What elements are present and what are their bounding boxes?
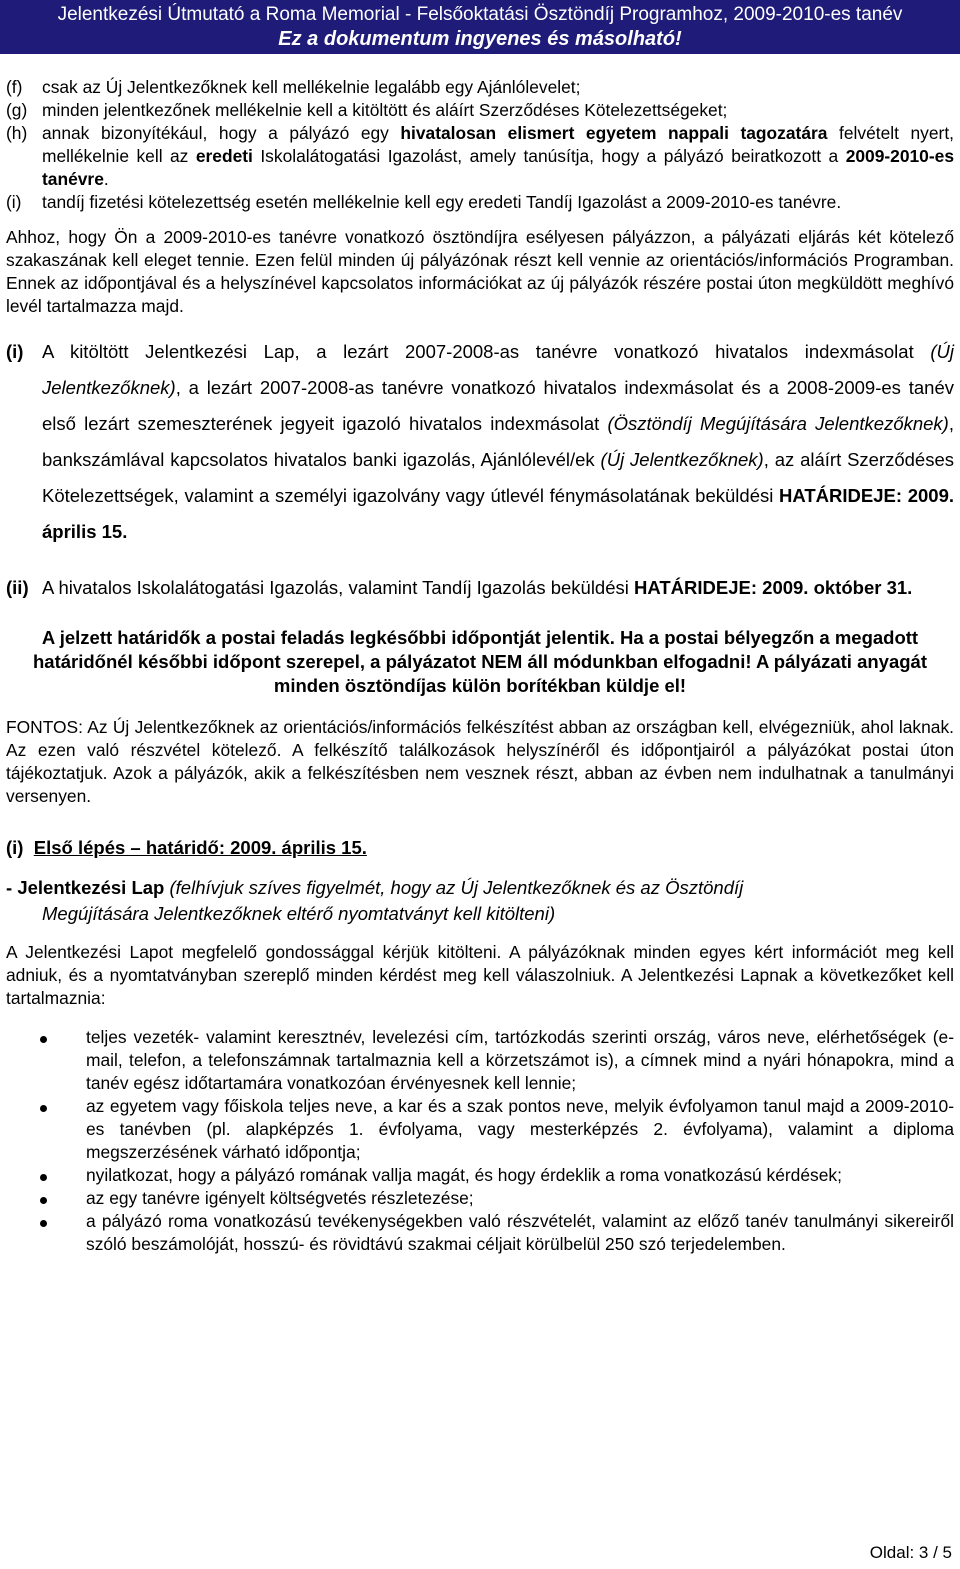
deadline-marker: (ii) bbox=[6, 577, 29, 598]
list-text bbox=[42, 122, 954, 191]
bullet-list bbox=[6, 1026, 954, 1256]
form-note-continued: Megújítására Jelentkezőknek eltérő nyomtatványt kell kitölteni) bbox=[42, 903, 556, 924]
document-header bbox=[0, 0, 960, 54]
text-run: , bankszámlával kapcsolatos hivatalos banki igazolás, Ajánlólevél/ek bbox=[42, 413, 954, 470]
bullet-item bbox=[6, 1164, 954, 1187]
form-note: (felhívjuk szíves figyelmét, hogy az Új Jelentkezőknek és az Ösztöndíj bbox=[164, 877, 744, 898]
bullet-text: teljes vezeték- valamint keresztnév, levelezési cím, tartózkodás szerinti ország, város neve, elérhetőségek (e-mail, telefon, a telefonszámnak tartalmaznia kell a körzetszámot is), a címnek mind a nyári hónapokra, mind a tanév egész időtartamára vonatkozóan érvényesnek kell lennie; bbox=[86, 1027, 954, 1093]
text-run: A hivatalos Iskolalátogatási Igazolás, valamint Tandíj Igazolás beküldési bbox=[42, 577, 635, 598]
step-title: Első lépés – határidő: 2009. április 15. bbox=[33, 837, 367, 858]
header-title: Jelentkezési Útmutató a Roma Memorial - Felsőoktatási Ösztöndíj Programhoz, 2009-2010-es tanév bbox=[57, 4, 903, 25]
bullet-item bbox=[6, 1210, 954, 1256]
text-run: A kitöltött Jelentkezési Lap, a lezárt 2007-2008-as tanévre vonatkozó hivatalos indexmásolat bbox=[42, 341, 931, 362]
bullet-item bbox=[6, 1095, 954, 1164]
bold-run: 2009-2010-es tanévre bbox=[42, 146, 954, 189]
list-text: tandíj fizetési kötelezettség esetén mellékelnie kell egy eredeti Tandíj Igazolást a 2009-2010-es tanévre. bbox=[42, 192, 842, 212]
bullet-item bbox=[6, 1187, 954, 1210]
intro-paragraph: Ahhoz, hogy Ön a 2009-2010-es tanévre vonatkozó ösztöndíjra esélyesen pályázzon, a pályázati eljárás két kötelező szakaszának kell eleget tennie. Ezen felül minden új pályázónak részt kell vennie az orientációs/információs Programban. Ennek az időpontjával és a helyszínével kapcsolatos információkat az új pályázók részére postai úton megküldött meghívó levél tartalmazza majd. bbox=[6, 227, 954, 316]
bullet-text: az egyetem vagy főiskola teljes neve, a kar és a szak pontos neve, melyik évfolyamon tanul majd a 2009-2010-es tanévben (pl. alapképzés 1. évfolyama, vagy mesterképzés 2. évfolyama), valamint a diploma megszerzésének várható időpontja; bbox=[86, 1096, 954, 1162]
deadline-text bbox=[42, 570, 954, 606]
deadline-marker: (i) bbox=[6, 341, 24, 362]
form-heading bbox=[6, 875, 954, 927]
deadline-item bbox=[6, 334, 954, 550]
dash: - bbox=[6, 877, 18, 898]
page-number: Oldal: 3 / 5 bbox=[869, 1543, 952, 1562]
bold-run: hivatalosan elismert egyetem nappali tagozatára bbox=[400, 123, 828, 143]
text-run: . bbox=[103, 169, 109, 189]
bold-run: HATÁRIDEJE: 2009. április 15. bbox=[42, 485, 955, 542]
italic-run: (Új Jelentkezőknek) bbox=[42, 341, 954, 398]
list-marker: (f) bbox=[6, 77, 23, 97]
form-title: Jelentkezési Lap bbox=[17, 877, 165, 898]
bold-run: HATÁRIDEJE: 2009. október 31. bbox=[634, 577, 913, 598]
list-marker: (i) bbox=[6, 192, 22, 212]
deadlines bbox=[6, 334, 954, 606]
bullet-icon bbox=[6, 1210, 86, 1256]
bullet-text: nyilatkozat, hogy a pályázó romának vallja magát, és hogy érdeklik a roma vonatkozású kérdések; bbox=[86, 1165, 842, 1185]
bullet-icon bbox=[6, 1164, 86, 1187]
list-text: csak az Új Jelentkezőknek kell mellékelnie legalább egy Ajánlólevelet; bbox=[42, 77, 581, 97]
bullet-icon bbox=[6, 1026, 86, 1095]
deadline-item bbox=[6, 570, 954, 606]
text-run: annak bizonyítékául, hogy a pályázó egy bbox=[42, 123, 401, 143]
bullet-text: a pályázó roma vonatkozású tevékenységekben való részvételét, valamint az előző tanév tanulmányi sikereiről szóló beszámolóját, hosszú- és rövidtávú szakmai céljait körülbelül 250 szó terjedelemben. bbox=[86, 1211, 954, 1254]
important-paragraph: FONTOS: Az Új Jelentkezőknek az orientációs/információs felkészítést abban az országban kell, elvégezniük, ahol laknak. Az ezen való részvétel kötelező. A felkészítő találkozások helyszínéről és időpontjairól a pályázókat postai úton tájékoztatjuk. Azok a pályázók, akik a felkészítésben nem vesznek részt, abban az évben nem indulhatnak a tanulmányi versenyen. bbox=[6, 717, 954, 806]
list-marker: (h) bbox=[6, 123, 28, 143]
bold-run: eredeti bbox=[195, 146, 253, 166]
header-notice: Ez a dokumentum ingyenes és másolható! bbox=[278, 28, 682, 50]
bullet-item bbox=[6, 1026, 954, 1095]
list-text: minden jelentkezőnek mellékelnie kell a kitöltött és aláírt Szerződéses Kötelezettségeket; bbox=[42, 100, 728, 120]
deadline-text bbox=[42, 334, 954, 550]
list-item bbox=[6, 99, 954, 122]
requirements-list bbox=[6, 76, 954, 214]
form-paragraph: A Jelentkezési Lapot megfelelő gondossággal kérjük kitölteni. A pályázóknak minden egyes kért információt meg kell adniuk, és a nyomtatványban szereplő minden kérdést meg kell válaszolniuk. A Jelentkezési Lapnak a következőket kell tartalmaznia: bbox=[6, 942, 954, 1008]
step-heading bbox=[6, 836, 954, 859]
deadline-notice: A jelzett határidők a postai feladás legkésőbbi időpontját jelentik. Ha a postai bélyegzőn a megadott határidőnél későbbi időpont szerepel, a pályázatot NEM áll módunkban elfogadni! A pályázati anyagát minden ösztöndíjas külön borítékban küldje el! bbox=[33, 627, 927, 696]
step-marker: (i) bbox=[6, 837, 24, 858]
text-run: Iskolalátogatási Igazolást, amely tanúsítja, hogy a pályázó beiratkozott a bbox=[252, 146, 846, 166]
text-run: , az aláírt Szerződéses Kötelezettségek, valamint a személyi igazolvány vagy útlevél fénymásolatának beküldési bbox=[42, 449, 955, 506]
bullet-text: az egy tanévre igényelt költségvetés részletezése; bbox=[86, 1188, 474, 1208]
bullet-icon bbox=[6, 1187, 86, 1210]
italic-run: (Ösztöndíj Megújítására Jelentkezőknek) bbox=[607, 413, 949, 434]
italic-run: (Új Jelentkezőknek) bbox=[600, 449, 764, 470]
list-item bbox=[6, 76, 954, 99]
list-marker: (g) bbox=[6, 100, 28, 120]
text-run: , a lezárt 2007-2008-as tanévre vonatkozó hivatalos indexmásolat és a 2008-2009-es tanév első lezárt szemeszterének jegyeit igazoló hivatalos indexmásolat bbox=[42, 377, 954, 434]
text-run: felvételt nyert, mellékelnie kell az bbox=[42, 123, 954, 166]
list-item bbox=[6, 122, 954, 191]
bullet-icon bbox=[6, 1095, 86, 1164]
document-body bbox=[6, 76, 954, 1256]
list-item bbox=[6, 191, 954, 214]
